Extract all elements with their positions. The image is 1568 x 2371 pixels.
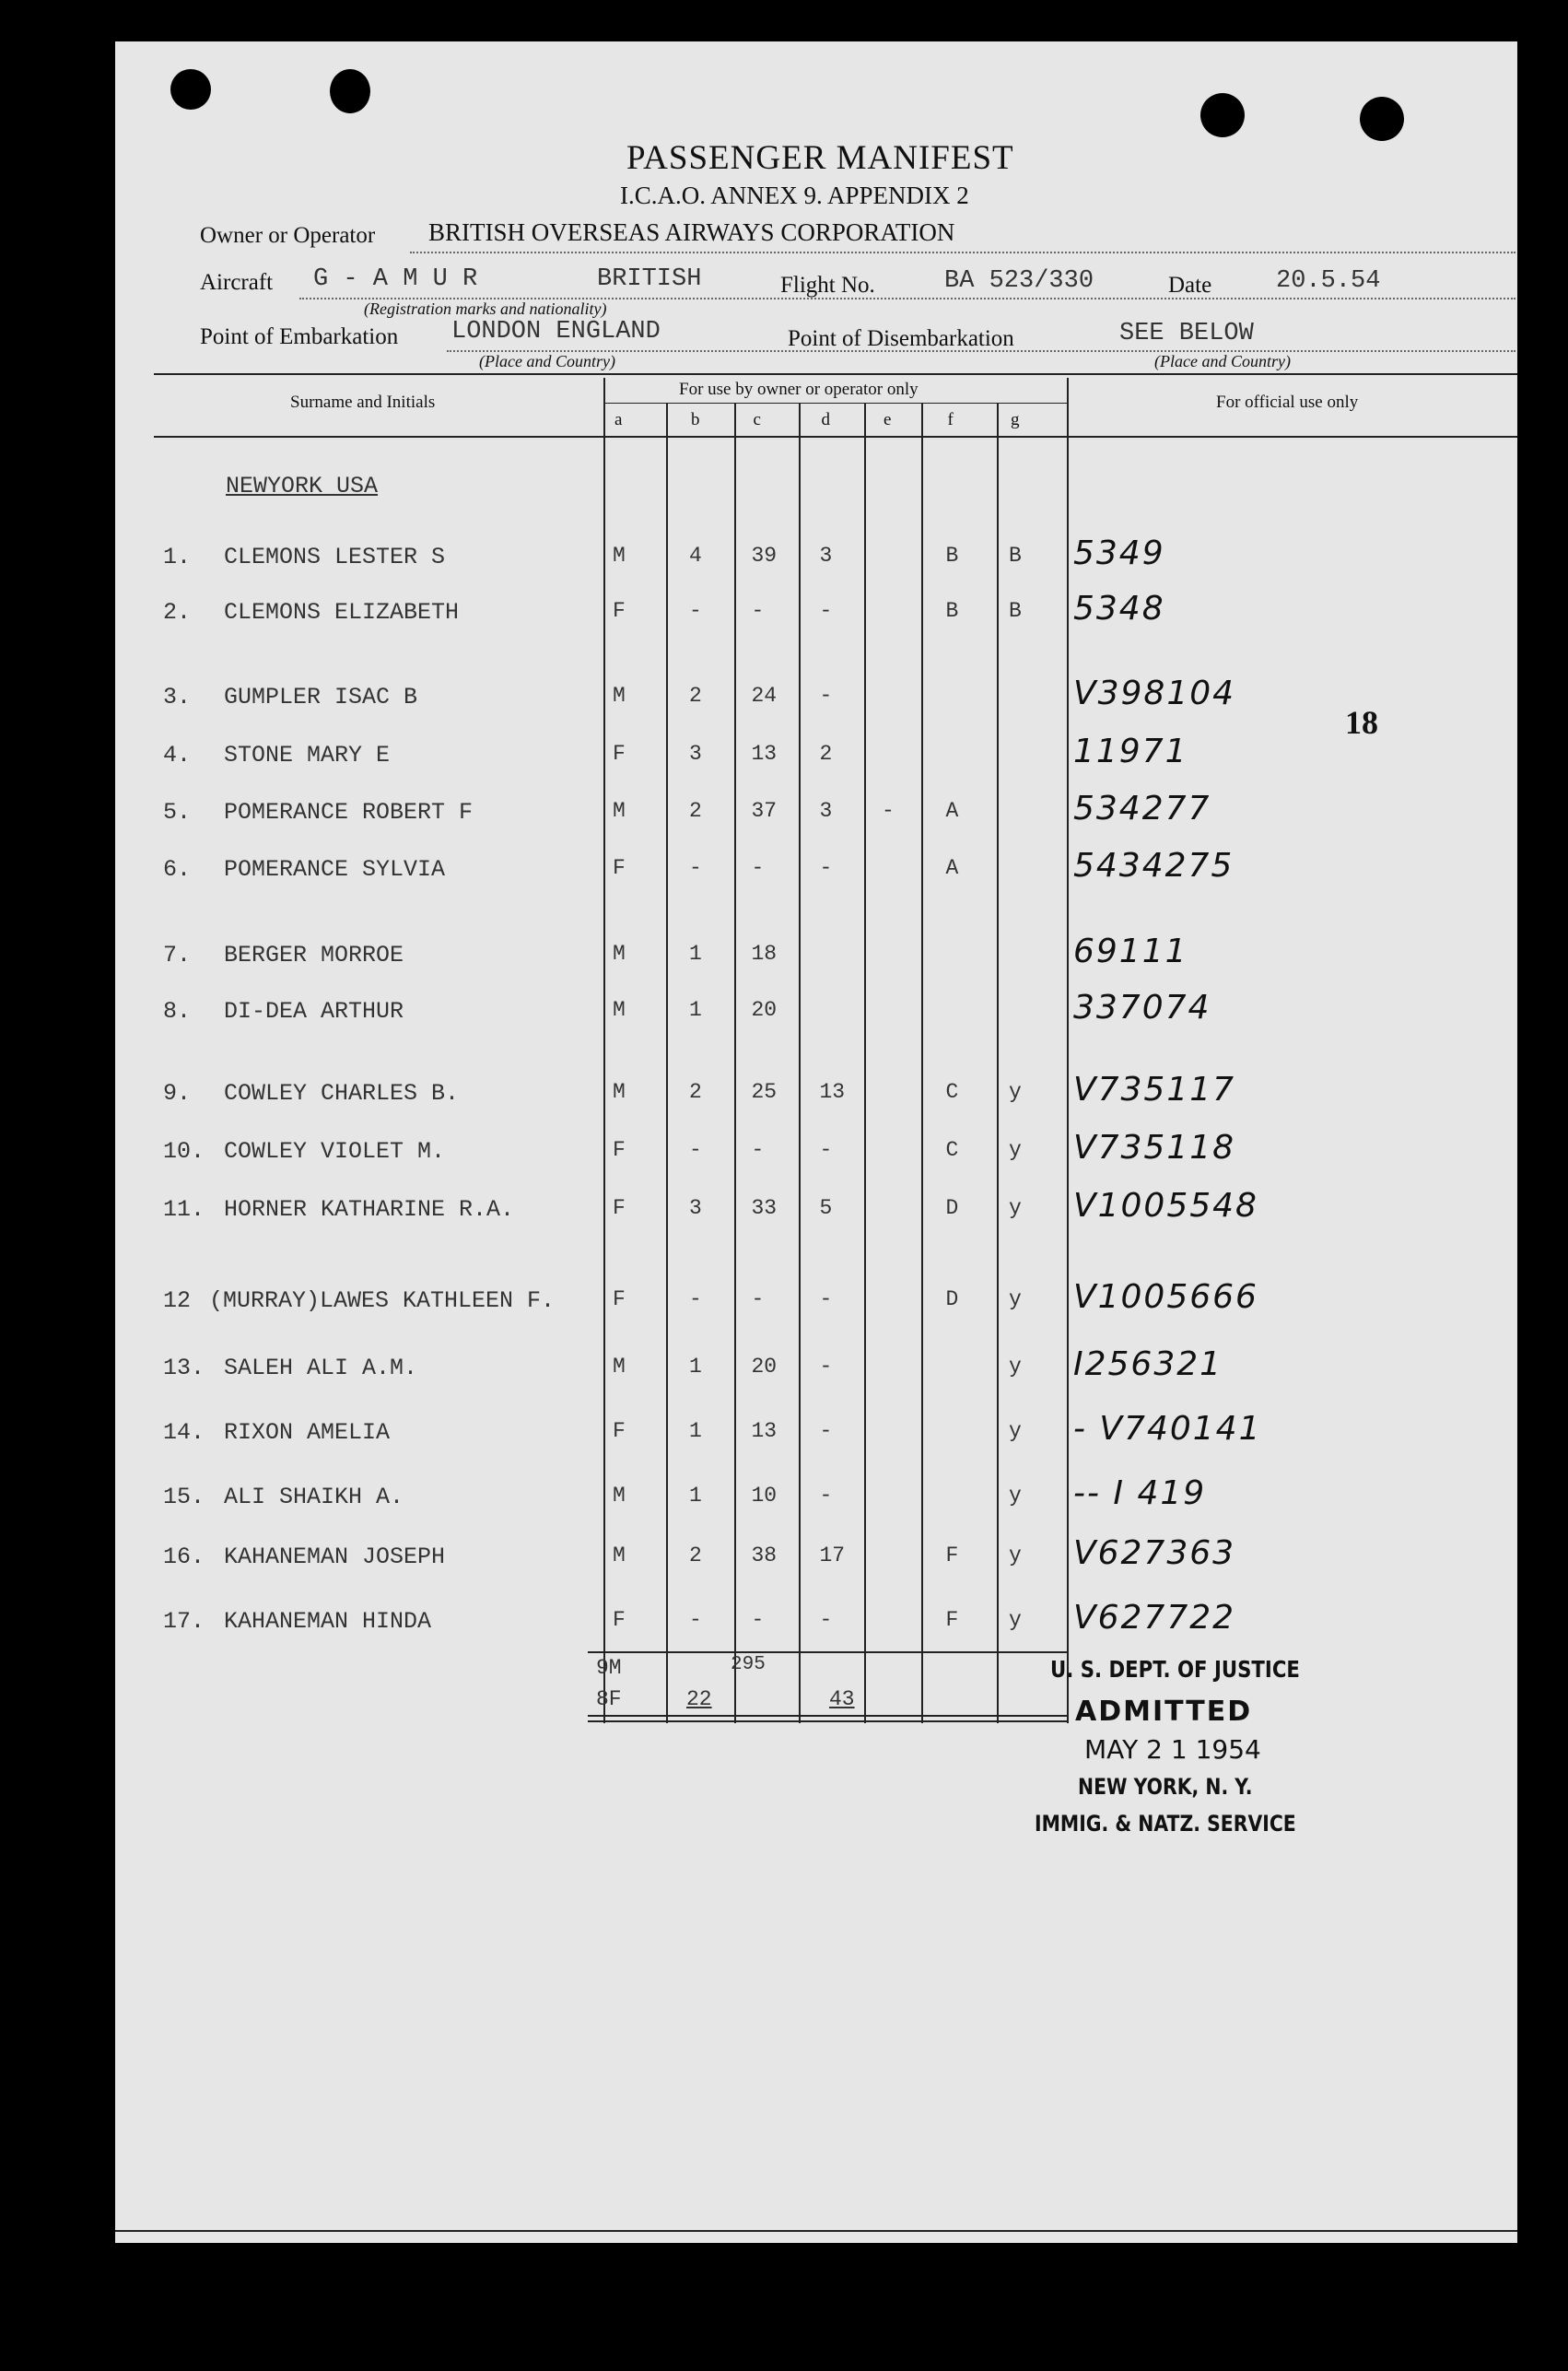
passenger-number: 11. [163, 1196, 205, 1223]
column-rule [734, 403, 736, 1723]
passenger-name: SALEH ALI A.M. [224, 1355, 418, 1381]
owner-label: Owner or Operator [200, 223, 376, 248]
punch-hole [330, 69, 370, 113]
sub-column-header-e: e [883, 410, 892, 429]
total-c: 295 [731, 1654, 766, 1675]
passenger-col-g: B [1009, 599, 1022, 623]
passenger-col-c: 24 [751, 684, 778, 708]
disembarkation-label: Point of Disembarkation [788, 326, 1014, 351]
passenger-name: ALI SHAIKH A. [224, 1484, 404, 1510]
passenger-col-g: y [1009, 1484, 1022, 1508]
passenger-col-f: B [945, 544, 959, 568]
passenger-col-b: - [689, 599, 702, 623]
passenger-name: STONE MARY E [224, 742, 391, 769]
passenger-col-f: F [945, 1543, 959, 1567]
passenger-col-c: 13 [751, 742, 778, 766]
passenger-col-a: F [613, 1419, 626, 1443]
official-notation: V735118 [1073, 1129, 1236, 1167]
passenger-col-d: - [819, 1419, 833, 1443]
official-notation: 69111 [1073, 933, 1188, 970]
table-top-rule [154, 373, 1517, 375]
owner-value: BRITISH OVERSEAS AIRWAYS CORPORATION [428, 218, 955, 246]
passenger-name: (MURRAY)LAWES KATHLEEN F. [209, 1287, 556, 1314]
official-notation: V627722 [1073, 1599, 1236, 1637]
passenger-name: POMERANCE SYLVIA [224, 856, 446, 883]
passenger-name: COWLEY VIOLET M. [224, 1138, 446, 1165]
totals-top-rule [588, 1651, 1067, 1653]
column-rule [799, 403, 801, 1723]
passenger-col-f: B [945, 599, 959, 623]
disembarkation-note: (Place and Country) [1154, 352, 1291, 370]
embarkation-label: Point of Embarkation [200, 324, 399, 349]
passenger-col-b: 1 [689, 942, 702, 966]
passenger-number: 6. [163, 856, 192, 883]
official-use-header: For official use only [1216, 393, 1359, 412]
passenger-col-g: y [1009, 1080, 1022, 1104]
embarkation-value: LONDON ENGLAND [451, 318, 661, 346]
passenger-col-d: - [819, 856, 833, 880]
passenger-col-a: F [613, 856, 626, 880]
date-label: Date [1168, 273, 1212, 298]
passenger-col-b: 2 [689, 1543, 702, 1567]
passenger-col-d: - [819, 1138, 833, 1162]
passenger-number: 7. [163, 942, 192, 968]
passenger-col-a: M [613, 799, 626, 823]
passenger-col-g: B [1009, 544, 1022, 568]
official-notation: V1005548 [1073, 1187, 1258, 1225]
totals-bottom-rule [588, 1715, 1067, 1717]
passenger-col-c: 37 [751, 799, 778, 823]
passenger-col-c: 10 [751, 1484, 778, 1508]
passenger-col-f: F [945, 1608, 959, 1632]
passenger-col-d: - [819, 684, 833, 708]
passenger-col-b: 4 [689, 544, 702, 568]
passenger-number: 4. [163, 742, 192, 769]
punch-hole [170, 69, 211, 110]
table-header-rule [154, 436, 1517, 438]
manifest-page [115, 41, 1517, 2243]
total-d: 43 [829, 1687, 855, 1711]
passenger-col-b: - [689, 856, 702, 880]
passenger-col-c: 25 [751, 1080, 778, 1104]
passenger-col-g: y [1009, 1355, 1022, 1379]
passenger-col-b: 2 [689, 1080, 702, 1104]
section-heading: NEWYORK USA [226, 473, 379, 499]
column-rule [603, 378, 605, 1723]
passenger-col-a: F [613, 1138, 626, 1162]
passenger-number: 12 [163, 1287, 192, 1314]
passenger-col-d: - [819, 599, 833, 623]
passenger-col-d: - [819, 1484, 833, 1508]
passenger-col-c: - [751, 856, 765, 880]
passenger-number: 5. [163, 799, 192, 826]
passenger-col-g: y [1009, 1287, 1022, 1311]
punch-hole [1360, 97, 1404, 141]
owner-use-header: For use by owner or operator only [679, 380, 919, 399]
passenger-col-c: 20 [751, 1355, 778, 1379]
passenger-col-f: D [945, 1287, 959, 1311]
passenger-col-d: 3 [819, 799, 833, 823]
stamp-department: U. S. DEPT. OF JUSTICE [1050, 1656, 1300, 1683]
official-notation: V735117 [1073, 1071, 1236, 1109]
official-notation: I256321 [1073, 1345, 1223, 1383]
passenger-col-b: 1 [689, 1484, 702, 1508]
passenger-col-c: 13 [751, 1419, 778, 1443]
flight-label: Flight No. [780, 273, 875, 298]
passenger-col-b: 2 [689, 684, 702, 708]
column-rule [997, 403, 999, 1723]
stamp-admitted: ADMITTED [1075, 1696, 1253, 1728]
passenger-col-g: y [1009, 1419, 1022, 1443]
total-female: 8F [596, 1687, 622, 1711]
passenger-name: BERGER MORROE [224, 942, 404, 968]
passenger-number: 16. [163, 1543, 205, 1570]
passenger-col-a: M [613, 1080, 626, 1104]
passenger-number: 10. [163, 1138, 205, 1165]
passenger-col-a: F [613, 599, 626, 623]
passenger-name: CLEMONS LESTER S [224, 544, 446, 570]
passenger-col-b: 3 [689, 1196, 702, 1220]
passenger-col-c: - [751, 599, 765, 623]
official-notation: V398104 [1073, 675, 1236, 712]
sub-column-header-b: b [691, 410, 700, 429]
stamp-port: NEW YORK, N. Y. [1078, 1774, 1253, 1800]
passenger-name: POMERANCE ROBERT F [224, 799, 474, 826]
passenger-number: 15. [163, 1484, 205, 1510]
total-male: 9M [596, 1656, 622, 1680]
passenger-col-a: F [613, 1196, 626, 1220]
passenger-col-c: 18 [751, 942, 778, 966]
passenger-col-a: M [613, 942, 626, 966]
official-notation: V1005666 [1073, 1278, 1258, 1316]
passenger-col-a: F [613, 742, 626, 766]
official-notation: 337074 [1073, 989, 1211, 1027]
official-notation: 5349 [1073, 534, 1165, 572]
passenger-col-d: 13 [819, 1080, 846, 1104]
passenger-col-f: C [945, 1138, 959, 1162]
passenger-name: CLEMONS ELIZABETH [224, 599, 460, 626]
passenger-number: 8. [163, 998, 192, 1025]
passenger-number: 1. [163, 544, 192, 570]
passenger-col-a: M [613, 684, 626, 708]
passenger-col-c: - [751, 1608, 765, 1632]
passenger-col-b: 1 [689, 1355, 702, 1379]
passenger-col-b: 2 [689, 799, 702, 823]
official-notation: 5434275 [1073, 847, 1235, 885]
punch-hole [1200, 93, 1245, 137]
passenger-name: KAHANEMAN HINDA [224, 1608, 432, 1635]
passenger-col-a: M [613, 544, 626, 568]
passenger-col-c: - [751, 1287, 765, 1311]
official-notation: - V740141 [1073, 1410, 1262, 1448]
passenger-col-a: M [613, 1484, 626, 1508]
passenger-col-d: 3 [819, 544, 833, 568]
passenger-name: RIXON AMELIA [224, 1419, 391, 1446]
passenger-name: KAHANEMAN JOSEPH [224, 1543, 446, 1570]
passenger-number: 9. [163, 1080, 192, 1107]
passenger-number: 13. [163, 1355, 205, 1381]
sub-column-header-f: f [947, 410, 954, 429]
sub-column-header-a: a [614, 410, 623, 429]
passenger-number: 3. [163, 684, 192, 710]
sub-column-header-g: g [1011, 410, 1020, 429]
manifest-title: PASSENGER MANIFEST [626, 139, 1014, 177]
passenger-col-c: 20 [751, 998, 778, 1022]
stamp-service: IMMIG. & NATZ. SERVICE [1035, 1811, 1296, 1837]
column-rule [666, 403, 668, 1723]
surname-column-header: Surname and Initials [290, 393, 436, 412]
aircraft-note: (Registration marks and nationality) [364, 299, 607, 318]
passenger-col-c: 33 [751, 1196, 778, 1220]
passenger-col-b: 1 [689, 1419, 702, 1443]
passenger-col-g: y [1009, 1196, 1022, 1220]
passenger-col-b: - [689, 1138, 702, 1162]
passenger-name: GUMPLER ISAC B [224, 684, 418, 710]
passenger-col-a: M [613, 1543, 626, 1567]
passenger-col-d: - [819, 1355, 833, 1379]
passenger-col-c: 38 [751, 1543, 778, 1567]
passenger-col-f: C [945, 1080, 959, 1104]
totals-bottom-rule [588, 1720, 1067, 1722]
sub-column-header-d: d [821, 410, 830, 429]
official-notation: 5348 [1073, 590, 1165, 628]
passenger-col-d: - [819, 1608, 833, 1632]
column-rule [921, 403, 923, 1723]
passenger-col-f: D [945, 1196, 959, 1220]
passenger-col-d: 5 [819, 1196, 833, 1220]
passenger-col-g: y [1009, 1138, 1022, 1162]
passenger-col-g: y [1009, 1543, 1022, 1567]
column-rule [864, 403, 866, 1723]
passenger-name: COWLEY CHARLES B. [224, 1080, 460, 1107]
stamp-date: MAY 2 1 1954 [1084, 1734, 1261, 1765]
official-notation: 534277 [1073, 790, 1211, 828]
passenger-col-c: 39 [751, 544, 778, 568]
official-notation: 11971 [1073, 733, 1188, 770]
column-rule [1067, 378, 1069, 1723]
passenger-col-d: 2 [819, 742, 833, 766]
total-b: 22 [686, 1687, 712, 1711]
official-notation: V627363 [1073, 1534, 1236, 1572]
page-count: 18 [1345, 704, 1378, 741]
passenger-col-b: 1 [689, 998, 702, 1022]
passenger-col-c: - [751, 1138, 765, 1162]
official-notation: -- I 419 [1073, 1474, 1207, 1512]
passenger-number: 14. [163, 1419, 205, 1446]
passenger-col-f: A [945, 799, 959, 823]
passenger-name: HORNER KATHARINE R.A. [224, 1196, 515, 1223]
passenger-col-a: F [613, 1287, 626, 1311]
nationality-value: BRITISH [597, 265, 702, 293]
aircraft-label: Aircraft [200, 270, 274, 295]
passenger-col-a: M [613, 1355, 626, 1379]
embarkation-note: (Place and Country) [479, 352, 615, 370]
passenger-col-b: - [689, 1287, 702, 1311]
owner-dotted-line [410, 252, 1515, 253]
passenger-col-b: 3 [689, 742, 702, 766]
passenger-col-g: y [1009, 1608, 1022, 1632]
page-bottom-rule [115, 2230, 1517, 2232]
passenger-name: DI-DEA ARTHUR [224, 998, 404, 1025]
passenger-col-a: M [613, 998, 626, 1022]
manifest-subtitle: I.C.A.O. ANNEX 9. APPENDIX 2 [620, 182, 969, 209]
passenger-col-e: - [882, 799, 895, 823]
passenger-col-d: - [819, 1287, 833, 1311]
passenger-number: 2. [163, 599, 192, 626]
flight-value: BA 523/330 [944, 267, 1094, 295]
passenger-number: 17. [163, 1608, 205, 1635]
date-value: 20.5.54 [1276, 267, 1381, 295]
passenger-col-f: A [945, 856, 959, 880]
aircraft-value: G - A M U R [313, 265, 478, 293]
passenger-col-a: F [613, 1608, 626, 1632]
sub-column-header-c: c [753, 410, 761, 429]
passenger-col-b: - [689, 1608, 702, 1632]
disembarkation-value: SEE BELOW [1119, 320, 1254, 347]
passenger-col-d: 17 [819, 1543, 846, 1567]
